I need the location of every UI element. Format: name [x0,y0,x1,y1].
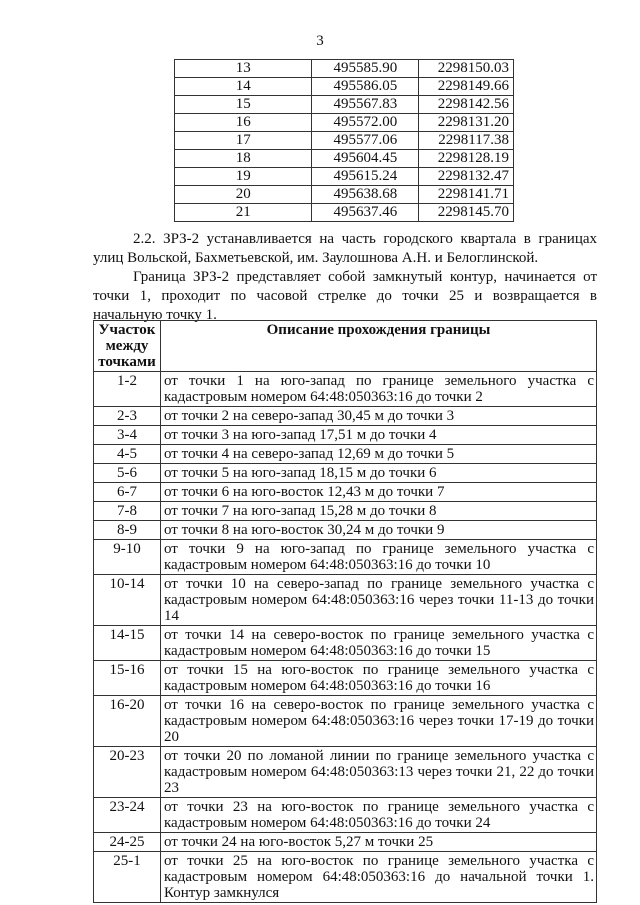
table-row [94,445,597,464]
x-cell: 495586.05 [312,78,419,96]
table-row [94,540,597,575]
description-cell: от точки 4 на северо-запад 12,69 м до точки 5 [161,445,597,464]
point-cell: 13 [175,60,312,78]
table-row [94,852,597,903]
point-cell: 14 [175,78,312,96]
table-header-row [94,321,597,372]
table-row [175,150,514,168]
segment-cell: 6-7 [94,483,161,502]
table-row [175,168,514,186]
segment-cell: 3-4 [94,426,161,445]
x-cell: 495604.45 [312,150,419,168]
x-cell: 495637.46 [312,204,419,222]
paragraph-zrz2-boundary: Граница ЗРЗ-2 представляет собой замкнутый контур, начинается от точки 1, проходит по часовой стрелке до точки 25 и возвращается в начальную точку 1. [93,269,597,323]
segment-cell: 14-15 [94,626,161,661]
description-cell: от точки 25 на юго-восток по границе земельного участка с кадастровым номером 64:48:050363:16 до начальной точки 1. Контур замкнулся [161,852,597,903]
point-cell: 21 [175,204,312,222]
table-row [94,661,597,696]
y-cell: 2298145.70 [419,204,514,222]
header-segment: Участок между точками [94,321,161,372]
table-row [94,575,597,626]
table-row [94,426,597,445]
description-cell: от точки 3 на юго-запад 17,51 м до точки 4 [161,426,597,445]
table-row [175,96,514,114]
description-cell: от точки 15 на юго-восток по границе земельного участка с кадастровым номером 64:48:050363:16 до точки 16 [161,661,597,696]
coordinates-table [174,59,514,222]
x-cell: 495638.68 [312,186,419,204]
y-cell: 2298128.19 [419,150,514,168]
table-row [175,132,514,150]
segment-cell: 5-6 [94,464,161,483]
paragraph-zrz2-location: 2.2. ЗРЗ-2 устанавливается на часть городского квартала в границах улиц Вольской, Бахметьевской, им. Заулошнова А.Н. и Белоглинской. [93,231,597,266]
y-cell: 2298117.38 [419,132,514,150]
table-row [94,521,597,540]
table-row [94,626,597,661]
segment-cell: 20-23 [94,747,161,798]
point-cell: 16 [175,114,312,132]
y-cell: 2298131.20 [419,114,514,132]
x-cell: 495615.24 [312,168,419,186]
boundary-description-table [93,320,597,903]
table-row [175,78,514,96]
segment-cell: 24-25 [94,833,161,852]
description-cell: от точки 1 на юго-запад по границе земельного участка с кадастровым номером 64:48:050363:16 до точки 2 [161,372,597,407]
table-row [175,60,514,78]
segment-cell: 16-20 [94,696,161,747]
x-cell: 495567.83 [312,96,419,114]
point-cell: 20 [175,186,312,204]
x-cell: 495585.90 [312,60,419,78]
segment-cell: 8-9 [94,521,161,540]
segment-cell: 2-3 [94,407,161,426]
page-number: 3 [316,33,324,49]
description-cell: от точки 5 на юго-запад 18,15 м до точки 6 [161,464,597,483]
table-row [175,204,514,222]
y-cell: 2298132.47 [419,168,514,186]
table-row [94,464,597,483]
description-cell: от точки 8 на юго-восток 30,24 м до точки 9 [161,521,597,540]
table-row [94,696,597,747]
segment-cell: 1-2 [94,372,161,407]
point-cell: 17 [175,132,312,150]
description-cell: от точки 7 на юго-запад 15,28 м до точки 8 [161,502,597,521]
x-cell: 495572.00 [312,114,419,132]
segment-cell: 15-16 [94,661,161,696]
header-description: Описание прохождения границы [161,321,597,372]
table-row [175,186,514,204]
description-cell: от точки 2 на северо-запад 30,45 м до точки 3 [161,407,597,426]
description-cell: от точки 16 на северо-восток по границе земельного участка с кадастровым номером 64:48:050363:16 через точки 17-19 до точки 20 [161,696,597,747]
segment-cell: 25-1 [94,852,161,903]
segment-cell: 7-8 [94,502,161,521]
x-cell: 495577.06 [312,132,419,150]
point-cell: 15 [175,96,312,114]
y-cell: 2298150.03 [419,60,514,78]
table-row [94,833,597,852]
description-cell: от точки 9 на юго-запад по границе земельного участка с кадастровым номером 64:48:050363:16 до точки 10 [161,540,597,575]
table-row [94,372,597,407]
point-cell: 18 [175,150,312,168]
description-cell: от точки 14 на северо-восток по границе земельного участка с кадастровым номером 64:48:050363:16 до точки 15 [161,626,597,661]
table-row [94,483,597,502]
table-row [94,502,597,521]
table-row [94,407,597,426]
segment-cell: 10-14 [94,575,161,626]
description-cell: от точки 20 по ломаной линии по границе земельного участка с кадастровым номером 64:48:050363:13 через точки 21, 22 до точки 23 [161,747,597,798]
table-row [94,798,597,833]
segment-cell: 9-10 [94,540,161,575]
y-cell: 2298142.56 [419,96,514,114]
table-row [175,114,514,132]
table-row [94,747,597,798]
point-cell: 19 [175,168,312,186]
segment-cell: 4-5 [94,445,161,464]
description-cell: от точки 10 на северо-запад по границе земельного участка с кадастровым номером 64:48:050363:16 через точки 11-13 до точки 14 [161,575,597,626]
description-cell: от точки 23 на юго-восток по границе земельного участка с кадастровым номером 64:48:050363:16 до точки 24 [161,798,597,833]
y-cell: 2298149.66 [419,78,514,96]
y-cell: 2298141.71 [419,186,514,204]
description-cell: от точки 6 на юго-восток 12,43 м до точки 7 [161,483,597,502]
description-cell: от точки 24 на юго-восток 5,27 м точки 25 [161,833,597,852]
segment-cell: 23-24 [94,798,161,833]
